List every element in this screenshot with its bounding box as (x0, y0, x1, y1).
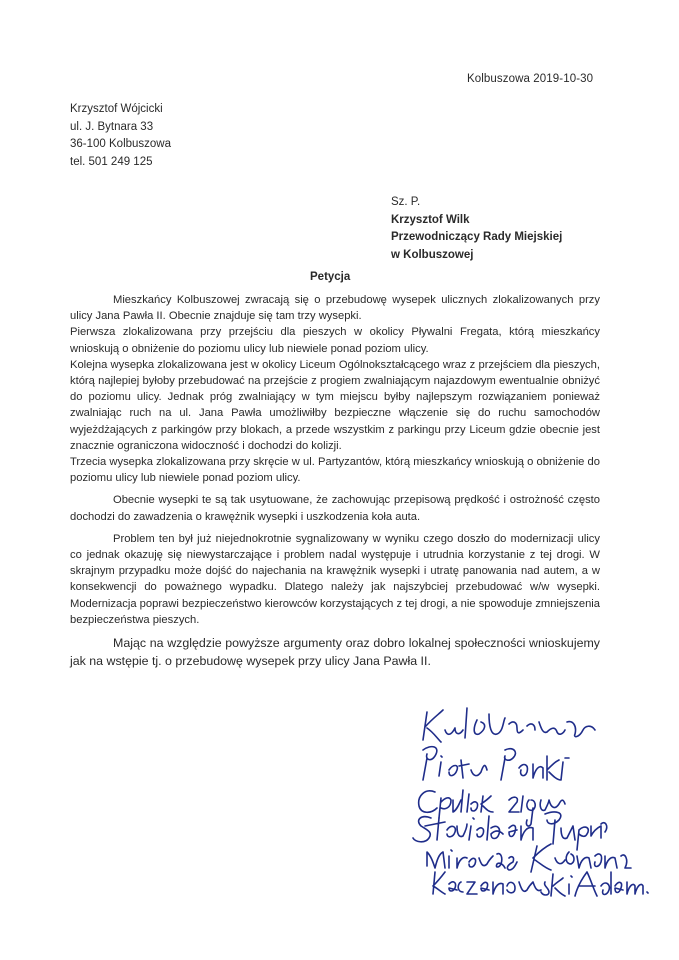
paragraph-third-island: Trzecia wysepka zlokalizowana przy skręcie w ul. Partyzantów, którą mieszkańcy wnioskują o obniżenie do poziomu ulicy lub niewiele ponad poziom ulicy. (70, 456, 600, 485)
paragraph-first-island: Pierwsza zlokalizowana przy przejściu dla pieszych w okolicy Pływalni Fregata, którą mieszkańcy wnioskują o obniżenie do poziomu ulicy lub niewiele ponad poziom ulicy. (70, 326, 600, 355)
paragraph-intro: Mieszkańcy Kolbuszowej zwracają się o przebudowę wysepek ulicznych zlokalizowanych przy ulicy Jana Pawła II. Obecnie znajduje się tam trzy wysepki. (70, 294, 600, 323)
paragraph-current-state: Obecnie wysepki te są tak usytuowane, że zachowując przepisową prędkość i ostrożność często dochodzi do zawadzenia o krawężnik wysepki i uszkodzenia koła auta. (70, 494, 600, 523)
sender-address-block (70, 101, 171, 171)
signature-3 (419, 790, 565, 826)
petition-body (70, 292, 600, 670)
recipient-name: Krzysztof Wilk (391, 213, 470, 226)
signature-2 (423, 747, 569, 780)
recipient-location: w Kolbuszowej (391, 248, 474, 261)
handwritten-signatures (405, 700, 655, 900)
paragraph-problem: Problem ten był już niejednokrotnie sygnalizowany w wyniku czego doszło do modernizacji ulicy co jednak okazuję się niewystarczające i problem nadal występuje i utrudnia korzystanie z tej drogi. W skrajnym przypadku może dojść do najechania na krawężnik wysepki i utratę panowania nad autem, a w konsekwencji do poważnego wypadku. Dlatego należy jak najszybciej przebudować w/w wysepki. Modernizacja poprawi bezpieczeństwo kierowców korzystających z tej drogi, a nie spowoduje zmniejszenia bezpieczeństwa pieszych. (70, 532, 600, 626)
signature-6 (433, 872, 648, 896)
signature-4 (413, 812, 607, 850)
recipient-position: Przewodniczący Rady Miejskiej (391, 231, 563, 244)
recipient-block (391, 194, 562, 264)
sender-city: 36-100 Kolbuszowa (70, 138, 172, 151)
sender-street: ul. J. Bytnara 33 (70, 120, 154, 133)
document-title: Petycja (310, 271, 351, 283)
paragraph-closing: Mając na względzie powyższe argumenty oraz dobro lokalnej społeczności wnioskujemy jak na wstępie tj. o przebudowę wysepek przy ulicy Jana Pawła II. (70, 636, 600, 668)
signature-5 (427, 844, 631, 872)
recipient-salutation: Sz. P. (391, 196, 421, 208)
sender-phone: tel. 501 249 125 (70, 155, 153, 168)
sender-name: Krzysztof Wójcicki (70, 103, 163, 115)
paragraph-second-island: Kolejna wysepka zlokalizowana jest w okolicy Liceum Ogólnokształcącego wraz z przejściem dla pieszych, którą najlepiej byłoby przebudować na przejście z progiem zwalniającym najazdowym ewentualnie obniżyć do poziomu ulicy. Jednak próg zwalniający w tym miejscu byłby najlepszym rozwiązaniem ponieważ zwalniając ruch na ul. Jana Pawła umożliwiłby bezpieczne włączenie się do ruchu samochodów wyjeżdżających z parkingów przy blokach, a przede wszystkim z parkingu przy Liceum gdzie obecnie jest znacznie ograniczona widoczność i dochodzi do kolizji. (70, 358, 600, 452)
signature-1 (423, 708, 595, 742)
signatures-block (405, 700, 655, 900)
place-date: Kolbuszowa 2019-10-30 (467, 73, 594, 85)
